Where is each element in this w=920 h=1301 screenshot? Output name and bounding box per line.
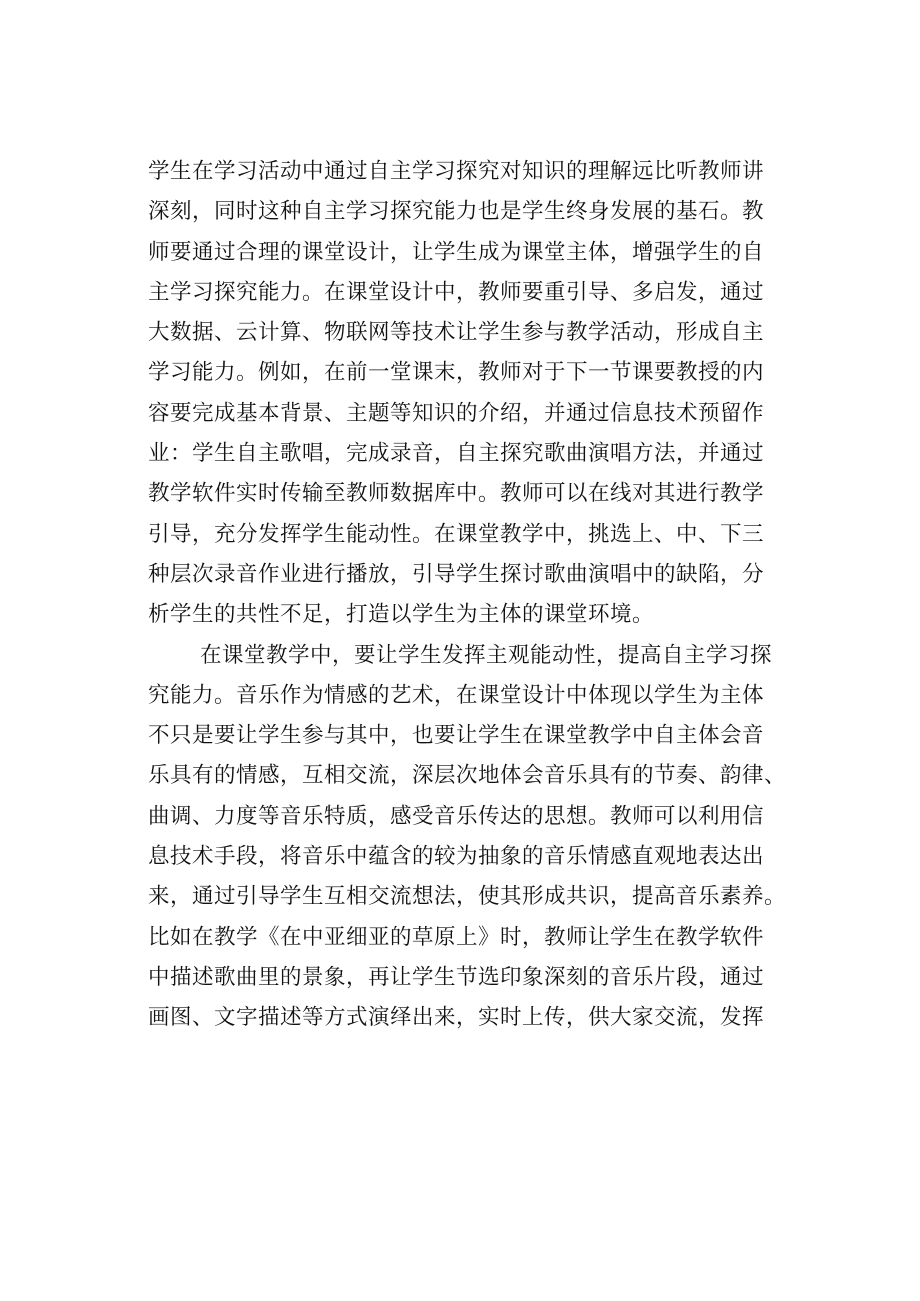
text-line: 主学习探究能力。在课堂设计中，教师要重引导、多启发，通过 [148,279,765,305]
text-line: 深刻，同时这种自主学习探究能力也是学生终身发展的基石。教 [148,199,765,225]
text-line: 在课堂教学中，要让学生发挥主观能动性，提高自主学习探 [200,642,773,668]
text-line: 中描述歌曲里的景象，再让学生节选印象深刻的音乐片段，通过 [148,964,765,990]
text-line: 析学生的共性不足，打造以学生为主体的课堂环境。 [148,602,655,628]
text-line: 乐具有的情感，互相交流，深层次地体会音乐具有的节奏、韵律、 [148,763,787,789]
text-line: 业：学生自主歌唱，完成录音，自主探究歌曲演唱方法，并通过 [148,441,765,467]
text-line: 师要通过合理的课堂设计，让学生成为课堂主体，增强学生的自 [148,239,765,265]
paragraph-2 [148,636,828,1039]
text-line: 学生在学习活动中通过自主学习探究对知识的理解远比听教师讲 [148,159,765,184]
document-body [148,152,828,1039]
text-line: 曲调、力度等音乐特质，感受音乐传达的思想。教师可以利用信 [148,803,765,829]
text-line: 画图、文字描述等方式演绎出来，实时上传，供大家交流，发挥 [148,1005,765,1031]
text-line: 息技术手段，将音乐中蕴含的较为抽象的音乐情感直观地表达出 [148,844,765,870]
text-line: 学习能力。例如，在前一堂课末，教师对于下一节课要教授的内 [148,360,765,386]
paragraph-1 [148,152,828,636]
text-line: 种层次录音作业进行播放，引导学生探讨歌曲演唱中的缺陷，分 [148,561,765,587]
text-line: 教学软件实时传输至教师数据库中。教师可以在线对其进行教学 [148,481,765,507]
text-line: 容要完成基本背景、主题等知识的介绍，并通过信息技术预留作 [148,400,765,426]
text-line: 比如在教学《在中亚细亚的草原上》时，教师让学生在教学软件 [148,924,765,950]
text-line: 究能力。音乐作为情感的艺术，在课堂设计中体现以学生为主体 [148,682,765,708]
text-line: 不只是要让学生参与其中，也要让学生在课堂教学中自主体会音 [148,723,765,749]
text-line: 来，通过引导学生互相交流想法，使其形成共识，提高音乐素养。 [148,884,787,910]
text-line: 大数据、云计算、物联网等技术让学生参与教学活动，形成自主 [148,320,765,346]
text-line: 引导，充分发挥学生能动性。在课堂教学中，挑选上、中、下三 [148,521,765,547]
